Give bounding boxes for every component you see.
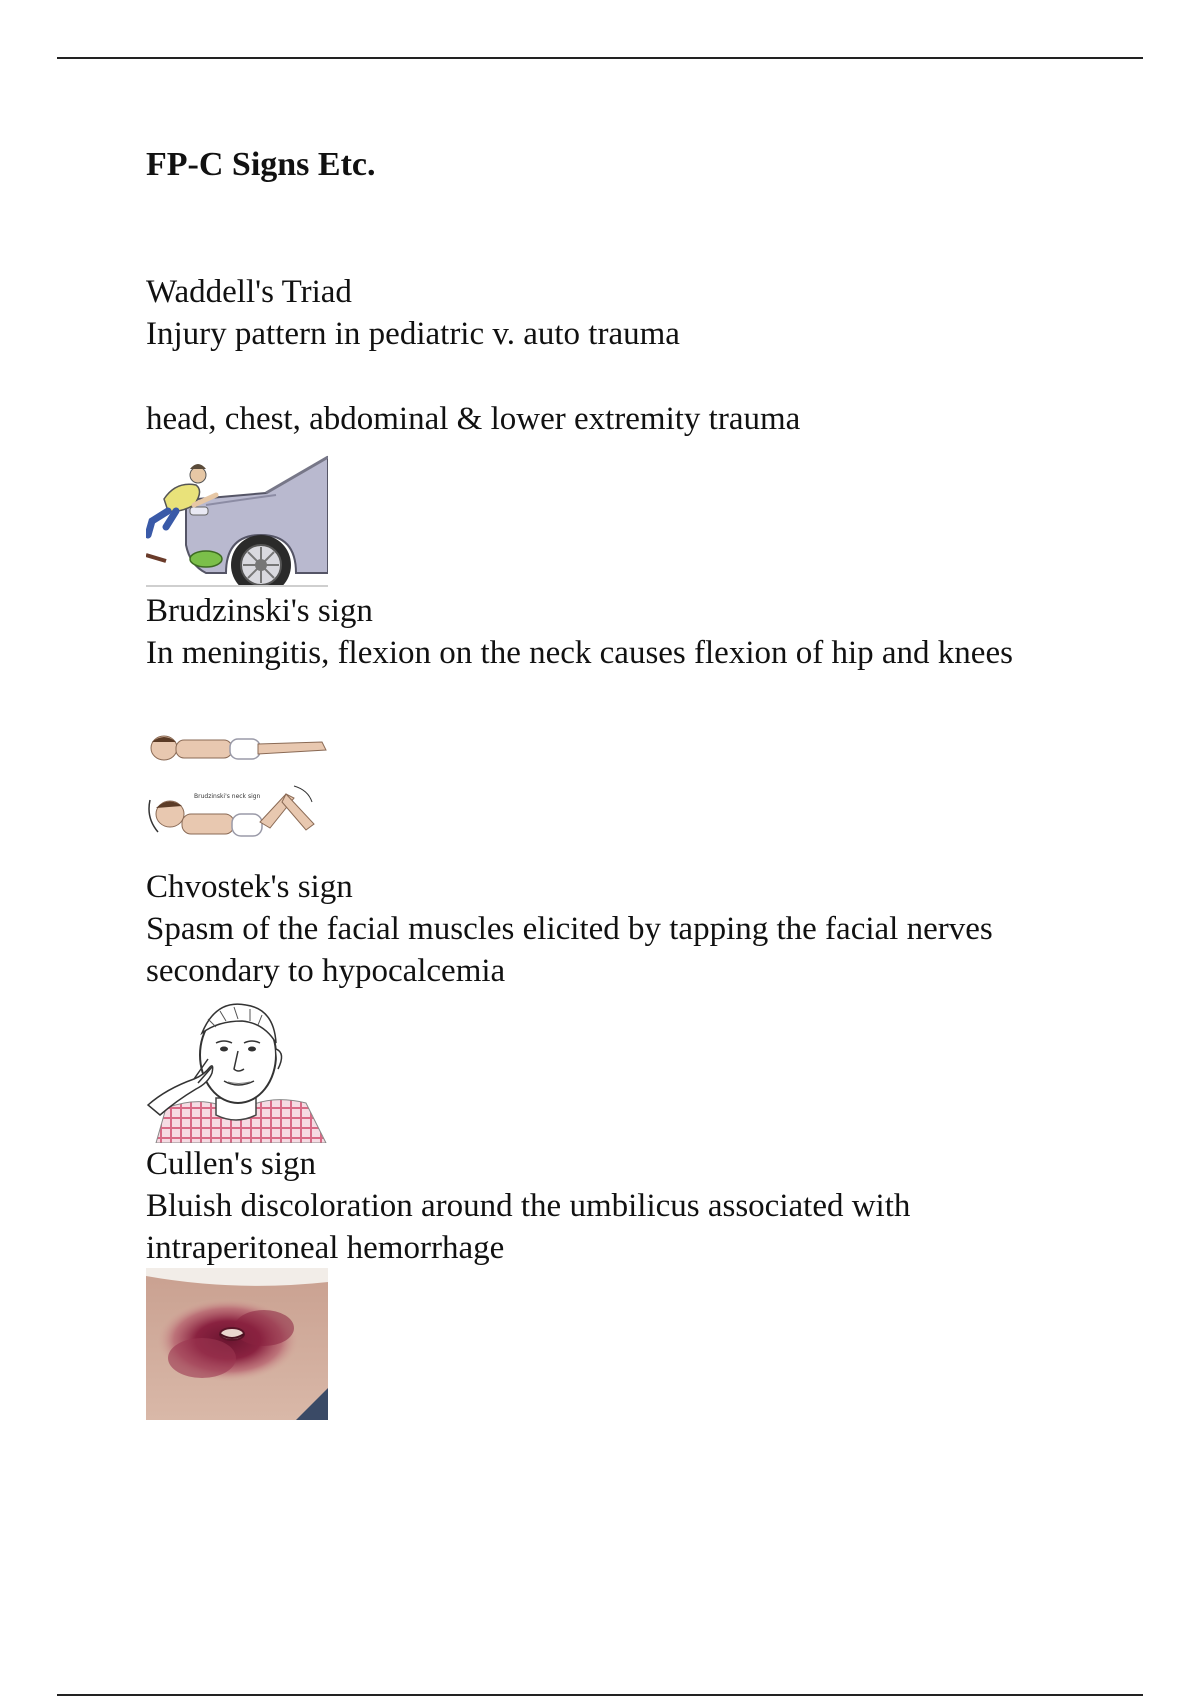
section-heading-brudzinskis-sign: Brudzinski's sign — [146, 593, 373, 629]
page-title: FP-C Signs Etc. — [146, 146, 376, 183]
section-heading-cullens-sign: Cullen's sign — [146, 1146, 317, 1182]
brudzinski-image-caption: Brudzinski's neck sign — [194, 793, 261, 800]
waddells-triad-illustration — [146, 455, 328, 587]
section-description-chvosteks-sign: Spasm of the facial muscles elicited by tapping the facial nerves secondary to hypocalcemia — [146, 911, 993, 989]
header-rule — [57, 57, 1143, 59]
section-detail-waddells-triad: head, chest, abdominal & lower extremity trauma — [146, 401, 801, 437]
footer-rule — [57, 1694, 1143, 1696]
brudzinskis-sign-illustration — [146, 728, 328, 860]
section-heading-waddells-triad: Waddell's Triad — [146, 274, 352, 310]
cullens-sign-photo — [146, 1268, 328, 1420]
section-description-brudzinskis-sign: In meningitis, flexion on the neck causes flexion of hip and knees — [146, 635, 1013, 671]
section-description-cullens-sign: Bluish discoloration around the umbilicus associated with intraperitoneal hemorrhage — [146, 1188, 911, 1266]
section-heading-chvosteks-sign: Chvostek's sign — [146, 869, 353, 905]
section-description-waddells-triad: Injury pattern in pediatric v. auto trauma — [146, 316, 680, 352]
chvosteks-sign-illustration — [146, 993, 328, 1143]
